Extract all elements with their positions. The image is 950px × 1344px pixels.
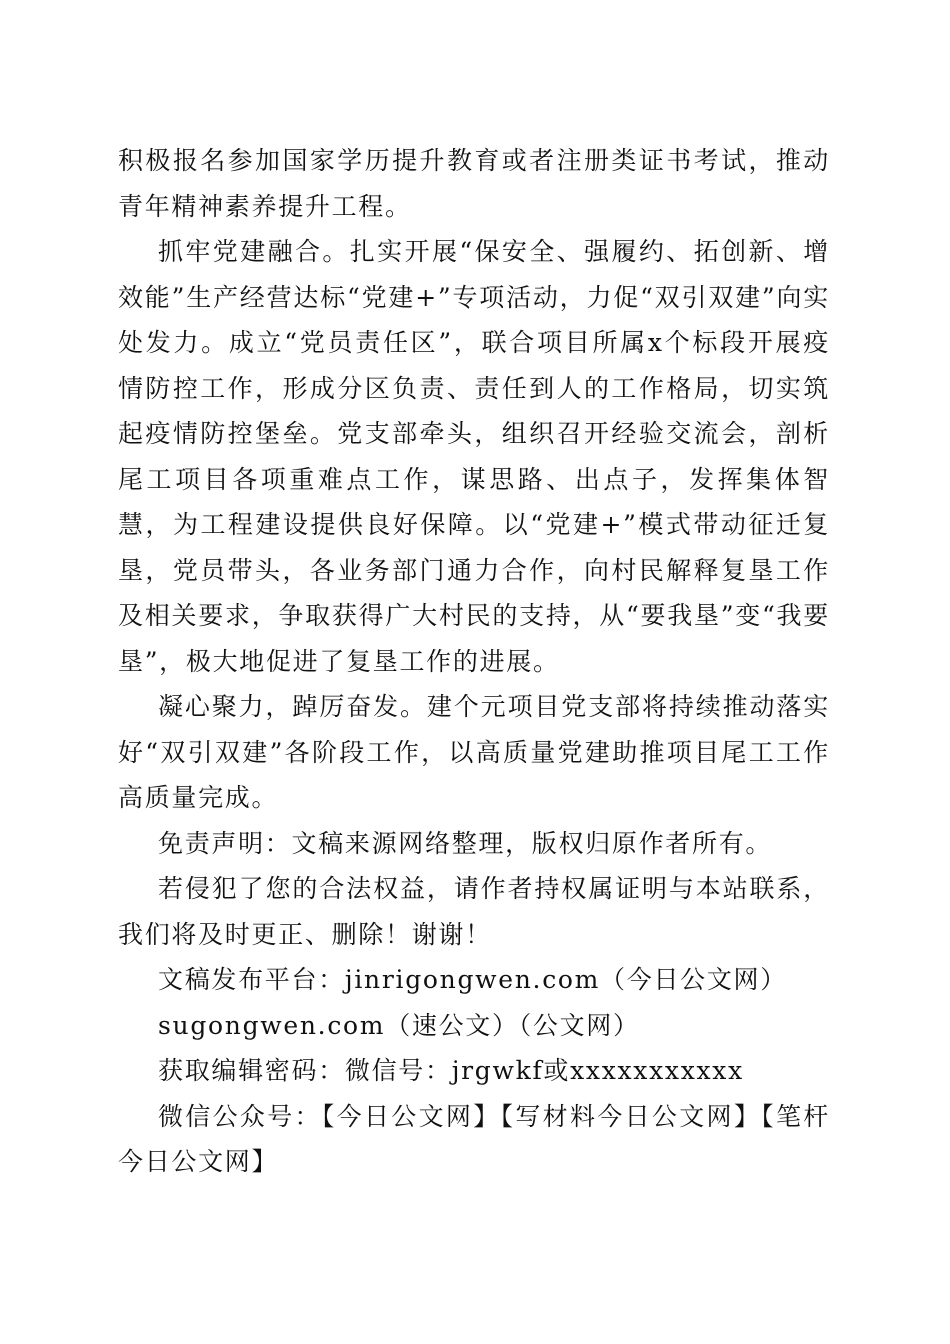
paragraph-conclusion: 凝心聚力，踔厉奋发。建个元项目党支部将持续推动落实好“双引双建”各阶段工作，以高质量党建助推项目尾工工作高质量完成。: [118, 692, 830, 812]
edit-password-line: 获取编辑密码：微信号：jrgwkf或xxxxxxxxxxx: [158, 1056, 744, 1085]
paragraph-continuation: 积极报名参加国家学历提升教育或者注册类证书考试，推动青年精神素养提升工程。: [118, 146, 830, 221]
infringement-notice: 若侵犯了您的合法权益，请作者持权属证明与本站联系，我们将及时更正、删除！谢谢！: [118, 874, 830, 949]
secondary-site-line: sugongwen.com（速公文）（公文网）: [158, 1010, 640, 1040]
document-page: [118, 138, 830, 1185]
publishing-platform-line: 文稿发布平台：jinrigongwen.com（今日公文网）: [158, 965, 787, 994]
disclaimer-line: 免责声明：文稿来源网络整理，版权归原作者所有。: [158, 828, 773, 858]
wechat-accounts-line: 微信公众号：【今日公文网】【写材料今日公文网】【笔杆今日公文网】: [118, 1101, 830, 1176]
paragraph-party-integration: 抓牢党建融合。扎实开展“保安全、强履约、拓创新、增效能”生产经营达标“党建+”专项活动，力促“双引双建”向实处发力。成立“党员责任区”，联合项目所属x个标段开展疫情防控工作，形成分区负责、责任到人的工作格局，切实筑起疫情防控堡垒。党支部牵头，组织召开经验交流会，剖析尾工项目各项重难点工作，谋思路、出点子，发挥集体智慧，为工程建设提供良好保障。以“党建+”模式带动征迁复垦，党员带头，各业务部门通力合作，向村民解释复垦工作及相关要求，争取获得广大村民的支持，从“要我垦”变“我要垦”，极大地促进了复垦工作的进展。: [118, 237, 830, 676]
